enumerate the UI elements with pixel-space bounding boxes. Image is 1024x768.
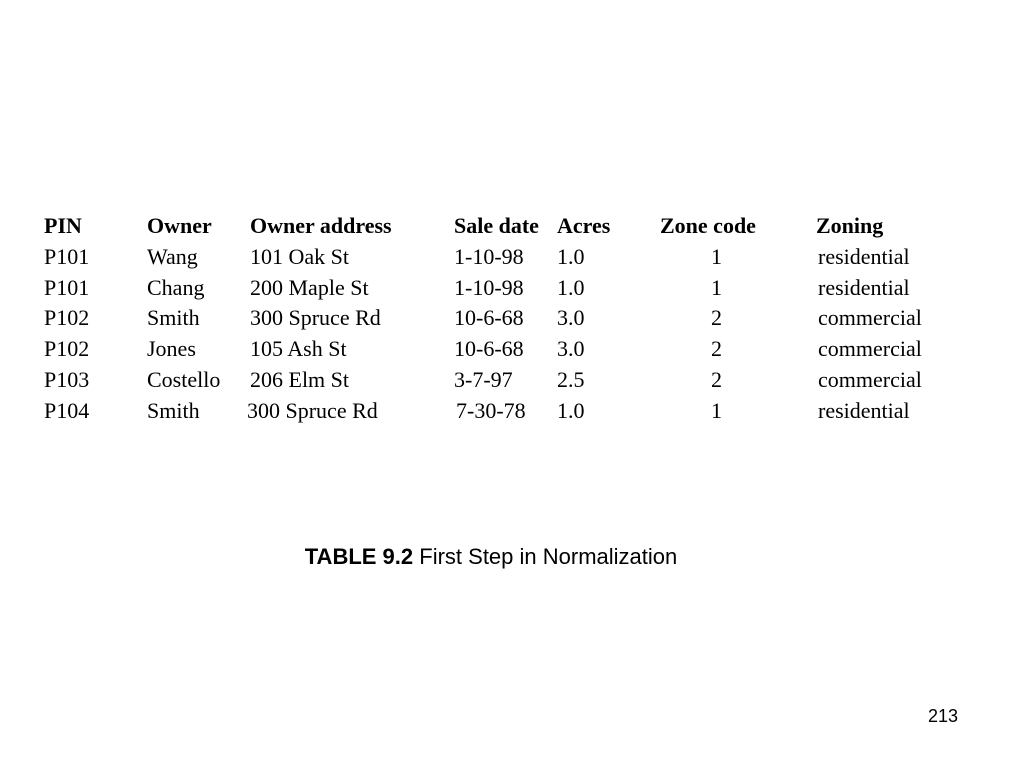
cell-sale-date: 10-6-68: [454, 336, 524, 362]
cell-sale-date: 1-10-98: [454, 243, 524, 269]
table-row: [0, 303, 1024, 334]
cell-acres: 1.0: [557, 397, 585, 423]
cell-acres: 1.0: [557, 274, 585, 300]
cell-pin: P102: [44, 305, 90, 331]
table-row: [0, 242, 1024, 273]
cell-owner: Wang: [147, 243, 198, 269]
cell-pin: P101: [44, 243, 90, 269]
table-header-row: [0, 211, 1024, 242]
cell-owner-address: 300 Spruce Rd: [247, 397, 378, 423]
caption-text: First Step in Normalization: [419, 544, 678, 569]
cell-acres: 2.5: [557, 366, 585, 392]
cell-owner-address: 105 Ash St: [250, 336, 347, 362]
cell-owner-address: 200 Maple St: [250, 274, 369, 300]
cell-zoning: residential: [818, 243, 910, 269]
cell-zone-code: 2: [711, 366, 722, 392]
cell-zoning: commercial: [818, 305, 922, 331]
cell-pin: P103: [44, 366, 90, 392]
cell-acres: 3.0: [557, 305, 585, 331]
cell-owner: Smith: [147, 305, 200, 331]
cell-pin: P101: [44, 274, 90, 300]
cell-zone-code: 1: [711, 397, 722, 423]
cell-owner: Jones: [147, 336, 196, 362]
cell-pin: P104: [44, 397, 90, 423]
cell-zone-code: 1: [711, 274, 722, 300]
cell-owner-address: 300 Spruce Rd: [250, 305, 381, 331]
caption-label: TABLE 9.2: [304, 544, 414, 569]
cell-sale-date: 10-6-68: [454, 305, 524, 331]
cell-zoning: commercial: [818, 336, 922, 362]
table-row: [0, 334, 1024, 365]
cell-zoning: residential: [818, 397, 910, 423]
cell-zoning: residential: [818, 274, 910, 300]
header-zoning: Zoning: [816, 213, 884, 238]
cell-sale-date: 7-30-78: [456, 397, 526, 423]
header-owner-address: Owner address: [250, 213, 392, 238]
table-row: [0, 396, 1024, 427]
cell-owner-address: 101 Oak St: [250, 243, 349, 269]
header-owner: Owner: [147, 213, 212, 238]
cell-zone-code: 2: [711, 336, 722, 362]
cell-sale-date: 3-7-97: [454, 366, 513, 392]
cell-acres: 1.0: [557, 243, 585, 269]
cell-owner: Smith: [147, 397, 200, 423]
cell-zone-code: 2: [711, 305, 722, 331]
header-zone-code: Zone code: [660, 213, 756, 238]
table-row: [0, 365, 1024, 396]
table-caption: [0, 544, 982, 570]
page-number: 213: [928, 706, 959, 726]
cell-owner: Costello: [147, 366, 221, 392]
normalization-table: [0, 211, 1024, 427]
cell-sale-date: 1-10-98: [454, 274, 524, 300]
cell-zone-code: 1: [711, 243, 722, 269]
header-acres: Acres: [557, 213, 611, 238]
cell-pin: P102: [44, 336, 90, 362]
header-pin: PIN: [44, 213, 82, 238]
table-row: [0, 273, 1024, 304]
cell-zoning: commercial: [818, 366, 922, 392]
cell-owner-address: 206 Elm St: [250, 366, 350, 392]
cell-acres: 3.0: [557, 336, 585, 362]
header-sale-date: Sale date: [454, 213, 539, 238]
cell-owner: Chang: [147, 274, 205, 300]
